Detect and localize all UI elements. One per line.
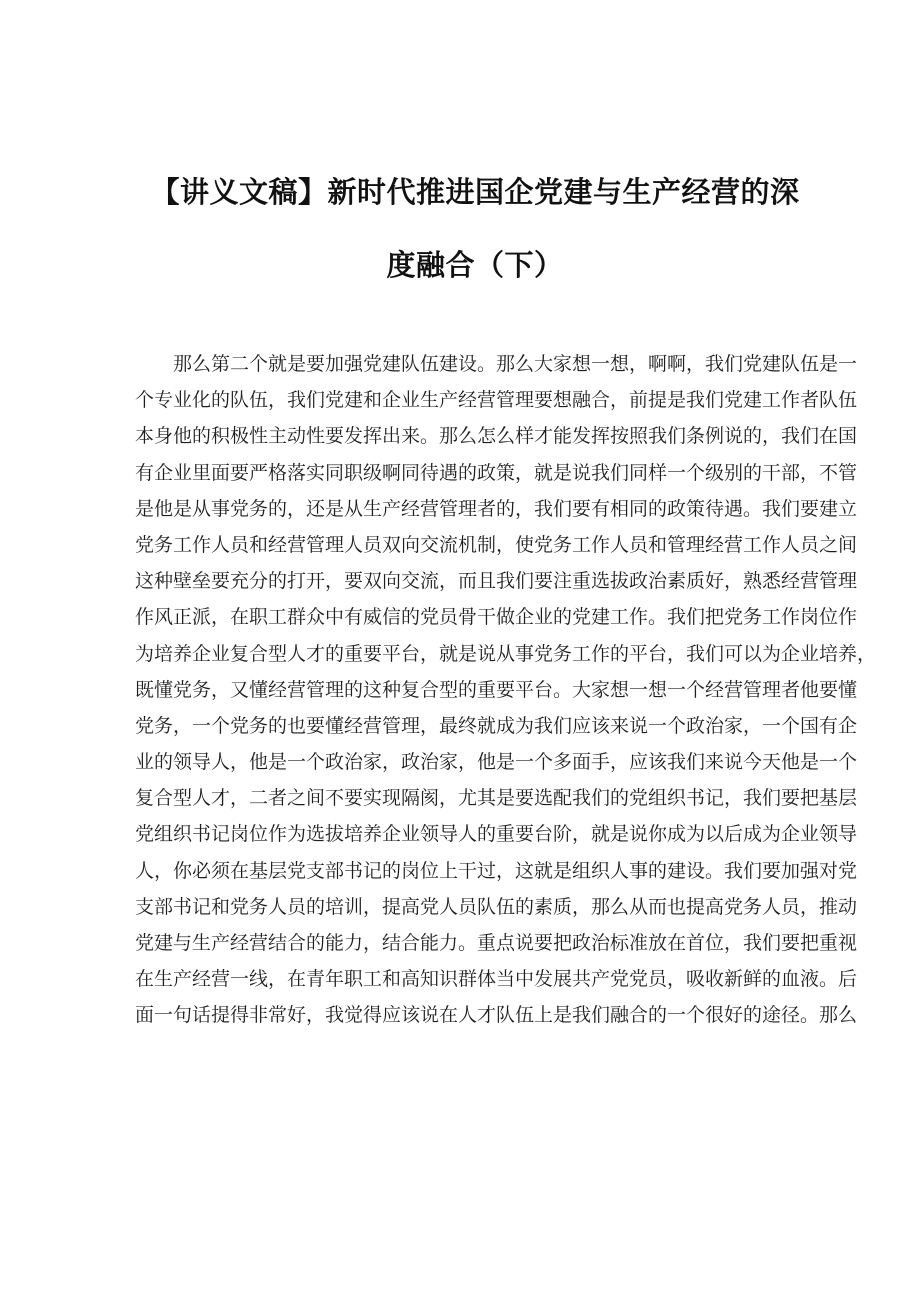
body-line: 这种壁垒要充分的打开，要双向交流，而且我们要注重选拔政治素质好，熟悉经营管理: [135, 570, 858, 593]
body-line: 有企业里面要严格落实同职级啊同待遇的政策，就是说我们同样一个级别的干部，不管: [135, 461, 858, 484]
body-line: 为培养企业复合型人才的重要平台，就是说从事党务工作的平台，我们可以为企业培养，: [135, 642, 877, 665]
body-line: 业的领导人，他是一个政治家，政治家，他是一个多面手，应该我们来说今天他是一个: [135, 751, 858, 774]
body-line: 人，你必须在基层党支部书记的岗位上干过，这就是组织人事的建设。我们要加强对党: [135, 859, 858, 882]
document-title-line-2: 度融合（下）: [386, 248, 564, 282]
body-line: 作风正派，在职工群众中有威信的党员骨干做企业的党建工作。我们把党务工作岗位作: [135, 606, 858, 629]
document-title-line-1: 【讲义文稿】新时代推进国企党建与生产经营的深: [150, 175, 800, 209]
body-line: 那么第二个就是要加强党建队伍建设。那么大家想一想，啊啊，我们党建队伍是一: [173, 353, 858, 375]
body-line: 本身他的积极性主动性要发挥出来。那么怎么样才能发挥按照我们条例说的，我们在国: [135, 425, 858, 448]
body-line: 党务工作人员和经营管理人员双向交流机制，使党务工作人员和管理经营工作人员之间: [135, 533, 858, 556]
body-line: 党组织书记岗位作为选拔培养企业领导人的重要台阶，就是说你成为以后成为企业领导: [135, 823, 858, 846]
body-line: 党建与生产经营结合的能力，结合能力。重点说要把政治标准放在首位，我们要把重视: [135, 932, 858, 954]
body-line: 既懂党务，又懂经营管理的这种复合型的重要平台。大家想一想一个经营管理者他要懂: [135, 678, 858, 701]
body-line: 个专业化的队伍，我们党建和企业生产经营管理要想融合，前提是我们党建工作者队伍: [135, 389, 858, 412]
body-line: 面一句话提得非常好，我觉得应该说在人才队伍上是我们融合的一个很好的途径。那么: [135, 1004, 858, 1027]
body-line: 支部书记和党务人员的培训，提高党人员队伍的素质，那么从而也提高党务人员，推动: [135, 895, 858, 918]
body-line: 是他是从事党务的，还是从生产经营管理者的，我们要有相同的政策待遇。我们要建立: [135, 497, 858, 520]
document-body: [135, 350, 877, 1038]
body-line: 复合型人才，二者之间不要实现隔阂，尤其是要选配我们的党组织书记，我们要把基层: [135, 787, 858, 810]
body-line: 在生产经营一线，在青年职工和高知识群体当中发展共产党党员，吸收新鲜的血液。后: [135, 968, 858, 991]
body-line: 党务，一个党务的也要懂经营管理，最终就成为我们应该来说一个政治家，一个国有企: [135, 714, 858, 737]
